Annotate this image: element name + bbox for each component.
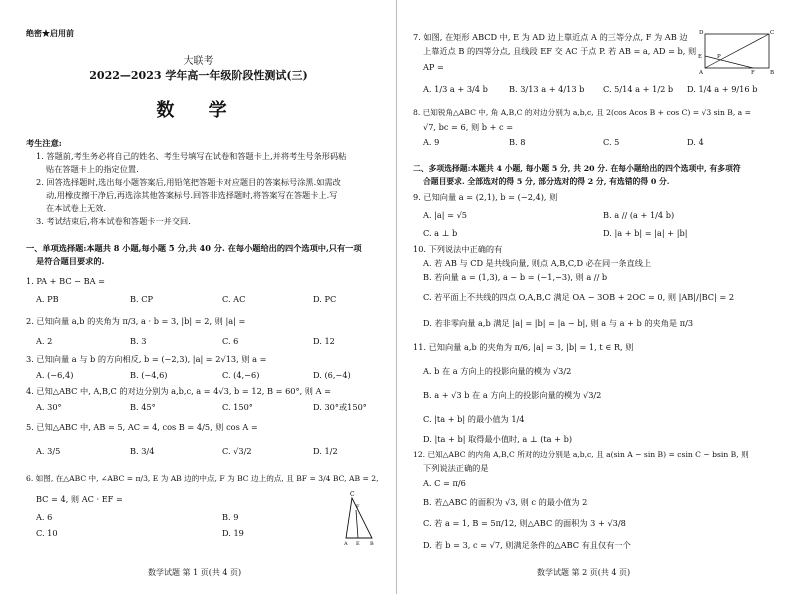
q1-option-c: C. AC <box>222 294 246 304</box>
q12-option-c: C. 若 a = 1, B = 5π/12, 则△ABC 的面积为 3 + √3/8 <box>423 518 626 528</box>
section-heading: 一、单项选择题:本题共 8 小题,每小题 5 分,共 40 分. 在每小题给出的四个选项中,只有一项 <box>26 243 362 253</box>
q11-option-a: A. b 在 a 方向上的投影向量的模为 √3/2 <box>423 366 572 376</box>
section-heading: 合题目要求. 全部选对的得 5 分, 部分选对的得 2 分, 有选错的得 0 分. <box>423 177 670 186</box>
fig6-label-c: C <box>350 491 355 498</box>
q9-option-d: D. |a + b| = |a| + |b| <box>603 228 688 238</box>
q8-option-d: D. 4 <box>687 137 704 147</box>
exam-org: 大联考 <box>183 56 214 67</box>
question-7-stem-3: AP = <box>423 62 444 72</box>
fig7-label-a: A <box>699 70 703 74</box>
q11-option-b: B. a + √3 b 在 a 方向上的投影向量的模为 √3/2 <box>423 390 602 400</box>
q4-option-a: A. 30° <box>36 402 62 412</box>
q6-option-a: A. 6 <box>36 512 53 522</box>
page-footer: 数学试题 第 1 页(共 4 页) <box>148 568 242 577</box>
secret-mark: 绝密★启用前 <box>26 28 74 38</box>
notice-line: 动,用橡皮擦干净后,再选涂其他答案标号.回答非选择题时,将答案写在答题卡上.写 <box>46 190 338 200</box>
section-heading: 二、多项选择题:本题共 4 小题, 每小题 5 分, 共 20 分. 在每小题给出的四个选项中, 有多项符 <box>413 164 741 173</box>
q4-option-d: D. 30°或150° <box>313 402 367 412</box>
question-6-stem-2: BC = 4, 则 AC · EF = <box>36 494 123 504</box>
question-3-stem: 3. 已知向量 a 与 b 的方向相反, b = (−2,3), |a| = 2√13, 则 a = <box>26 354 267 364</box>
q7-option-d: D. 1/4 a + 9/16 b <box>687 84 758 94</box>
question-4-stem: 4. 已知△ABC 中, A,B,C 的对边分别为 a,b,c, a = 4√3, b = 12, B = 60°, 则 A = <box>26 386 331 396</box>
question-6-stem: 6. 如图, 在△ABC 中, ∠ABC = π/3, E 为 AB 边的中点, F 为 BC 边上的点, 且 BF = 3/4 BC, AB = 2, <box>26 474 379 483</box>
exam-subject: 数 学 <box>156 100 241 121</box>
q8-option-c: C. 5 <box>603 137 620 147</box>
fig6-label-e: E <box>356 541 360 546</box>
question-1-stem: 1. PA + BC − BA = <box>26 276 106 286</box>
q10-option-b: B. 若向量 a = (1,3), a − b = (−1,−3), 则 a // b <box>423 272 608 282</box>
q12-option-a: A. C = π/6 <box>423 478 466 488</box>
question-11-stem: 11. 已知向量 a,b 的夹角为 π/6, |a| = 3, |b| = 1, t ∈ R, 则 <box>413 342 634 352</box>
q8-option-b: B. 8 <box>509 137 526 147</box>
q10-option-a: A. 若 AB 与 CD 是共线向量, 则点 A,B,C,D 必在同一条直线上 <box>423 258 652 268</box>
exam-title: 2022—2023 学年高一年级阶段性测试(三) <box>89 69 308 82</box>
q9-option-a: A. |a| = √5 <box>423 210 468 220</box>
section-heading: 是符合题目要求的. <box>36 256 105 266</box>
q7-option-b: B. 3/13 a + 4/13 b <box>509 84 585 94</box>
fig6-label-f: F <box>356 504 360 510</box>
notice-line: 贴在答题卡上的指定位置. <box>46 164 139 174</box>
q6-option-d: D. 19 <box>222 528 244 538</box>
q5-option-b: B. 3/4 <box>130 446 155 456</box>
q6-option-b: B. 9 <box>222 512 239 522</box>
question-2-stem: 2. 已知向量 a,b 的夹角为 π/3, a · b = 3, |b| = 2, 则 |a| = <box>26 316 246 326</box>
q3-option-c: C. (4,−6) <box>222 370 260 380</box>
q7-rectangle-figure <box>697 28 777 74</box>
q6-option-c: C. 10 <box>36 528 58 538</box>
q4-option-b: B. 45° <box>130 402 156 412</box>
question-7-stem: 7. 如图, 在矩形 ABCD 中, E 为 AD 边上靠近点 A 的三等分点, F 为 AB 边 <box>413 32 688 42</box>
q3-option-b: B. (−4,6) <box>130 370 168 380</box>
question-12-stem: 12. 已知△ABC 的内角 A,B,C 所对的边分别是 a,b,c, 且 a(sin A − sin B) = csin C − bsin B, 则 <box>413 450 749 459</box>
fig7-label-c: C <box>770 30 775 36</box>
q5-option-c: C. √3/2 <box>222 446 252 456</box>
q11-option-c: C. |ta + b| 的最小值为 1/4 <box>423 414 525 424</box>
q3-option-d: D. (6,−4) <box>313 370 351 380</box>
q9-option-c: C. a ⊥ b <box>423 228 458 238</box>
q6-triangle-figure <box>338 490 378 546</box>
fig7-label-e: E <box>698 54 703 60</box>
q10-option-d: D. 若非零向量 a,b 满足 |a| = |b| = |a − b|, 则 a 与 a + b 的夹角是 π/3 <box>423 318 694 328</box>
q12-option-d: D. 若 b = 3, c = √7, 则满足条件的△ABC 有且仅有一个 <box>423 540 631 550</box>
q2-option-b: B. 3 <box>130 336 147 346</box>
question-10-stem: 10. 下列说法中正确的有 <box>413 244 503 254</box>
notice-line: 在本试卷上无效. <box>46 203 106 213</box>
question-5-stem: 5. 已知△ABC 中, AB = 5, AC = 4, cos B = 4/5, 则 cos A = <box>26 422 258 432</box>
q12-option-b: B. 若△ABC 的面积为 √3, 则 c 的最小值为 2 <box>423 497 588 507</box>
q7-option-c: C. 5/14 a + 1/2 b <box>603 84 674 94</box>
fig7-label-p: P <box>717 54 721 60</box>
q10-option-c: C. 若平面上不共线的四点 O,A,B,C 满足 OA − 3OB + 2OC = 0, 则 |AB|/|BC| = 2 <box>423 292 735 302</box>
question-8-stem-2: √7, bc = 6, 则 b + c = <box>423 122 514 132</box>
q9-option-b: B. a // (a + 1/4 b) <box>603 210 675 220</box>
notice-line: 1. 答题前,考生务必将自己的姓名、考生号填写在试卷和答题卡上,并将考生号条形码粘 <box>36 151 347 161</box>
exam-page-2 <box>397 0 794 594</box>
q2-option-c: C. 6 <box>222 336 239 346</box>
q1-option-b: B. CP <box>130 294 153 304</box>
q2-option-d: D. 12 <box>313 336 335 346</box>
q5-option-a: A. 3/5 <box>36 446 61 456</box>
question-12-stem-2: 下列说法正确的是 <box>423 463 489 473</box>
q11-option-d: D. |ta + b| 取得最小值时, a ⊥ (ta + b) <box>423 434 573 444</box>
question-7-stem-2: 上靠近点 B 的四等分点, 且线段 EF 交 AC 于点 P. 若 AB = a, AD = b, 则 <box>423 46 697 56</box>
page-footer: 数学试题 第 2 页(共 4 页) <box>537 568 631 577</box>
q8-option-a: A. 9 <box>423 137 440 147</box>
fig7-label-d: D <box>699 30 704 36</box>
notice-line: 2. 回答选择题时,选出每小题答案后,用铅笔把答题卡对应题目的答案标号涂黑.如需改 <box>36 177 341 187</box>
q1-option-d: D. PC <box>313 294 337 304</box>
q4-option-c: C. 150° <box>222 402 253 412</box>
q7-option-a: A. 1/3 a + 3/4 b <box>423 84 488 94</box>
fig6-label-a: A <box>344 541 348 546</box>
fig7-label-b: B <box>770 70 775 74</box>
question-8-stem: 8. 已知锐角△ABC 中, 角 A,B,C 的对边分别为 a,b,c, 且 2(cos Acos B + cos C) = √3 sin B, a = <box>413 108 751 117</box>
q3-option-a: A. (−6,4) <box>36 370 74 380</box>
q5-option-d: D. 1/2 <box>313 446 338 456</box>
fig6-label-b: B <box>370 541 374 546</box>
fig7-label-f: F <box>751 70 755 74</box>
notice-line: 3. 考试结束后,将本试卷和答题卡一并交回. <box>36 216 191 226</box>
notice-title: 考生注意: <box>26 138 62 148</box>
q1-option-a: A. PB <box>36 294 59 304</box>
q2-option-a: A. 2 <box>36 336 53 346</box>
question-9-stem: 9. 已知向量 a = (2,1), b = (−2,4), 则 <box>413 192 558 202</box>
